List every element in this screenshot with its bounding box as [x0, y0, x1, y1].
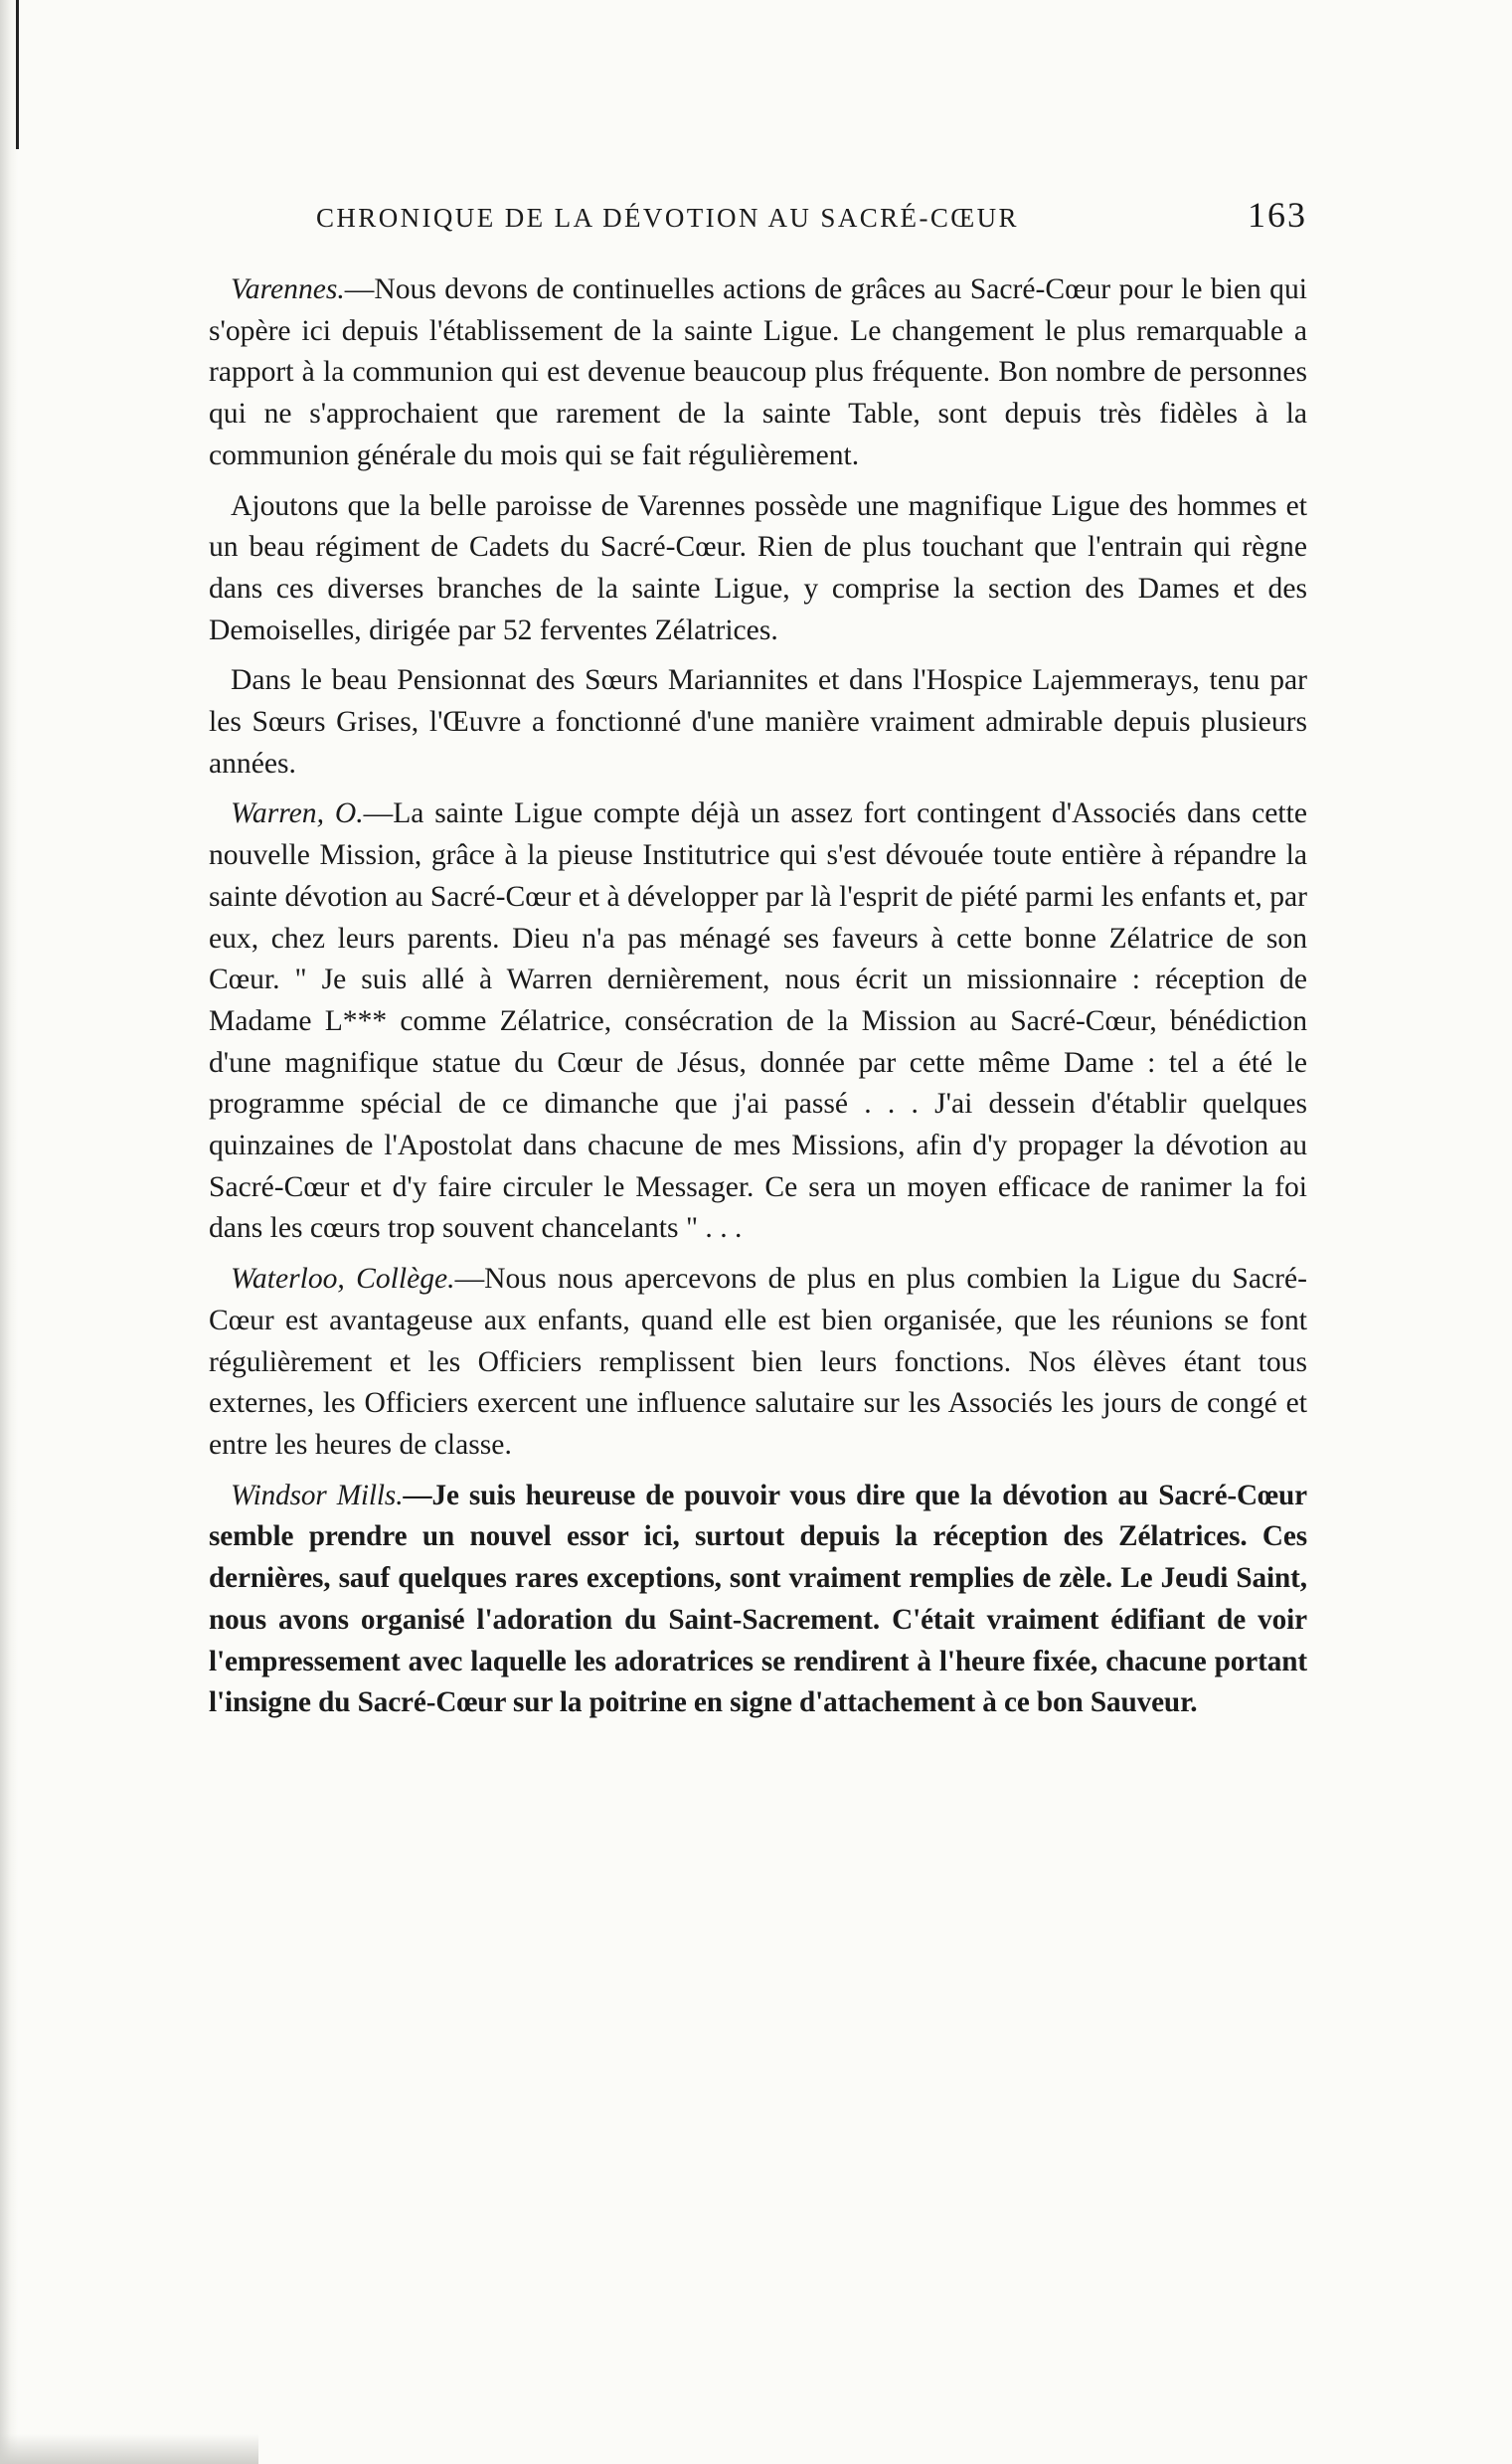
place-name: Waterloo, Collège.	[231, 1263, 455, 1296]
paragraph-waterloo	[209, 1259, 1307, 1467]
place-name: Windsor Mills.	[231, 1479, 404, 1511]
paragraph-text: Dans le beau Pensionnat des Sœurs Mariannites et dans l'Hospice Lajemmerays, tenu par les Sœurs Grises, l'Œuvre a fonctionné d'une manière vraiment admirable depuis plusieurs années.	[209, 664, 1307, 780]
paragraph-warren	[209, 793, 1307, 1250]
paragraph-text: —Nous nous apercevons de plus en plus combien la Ligue du Sacré-Cœur est avantageuse aux enfants, quand elle est bien organisée, que les réunions se font régulièrement et les Officiers remplissent bien leurs fonctions. Nos élèves étant tous externes, les Officiers exercent une influence salutaire sur les Associés les jours de congé et entre les heures de classe.	[209, 1263, 1307, 1461]
paragraph-varennes-pensionnat	[209, 660, 1307, 785]
page-gutter-shadow	[0, 0, 18, 2464]
page-number: 163	[1248, 195, 1307, 235]
page-corner-shadow	[0, 2434, 258, 2464]
running-header	[209, 194, 1307, 254]
paragraph-text: —La sainte Ligue compte déjà un assez fort contingent d'Associés dans cette nouvelle Mission, grâce à la pieuse Institutrice qui s'est dévouée toute entière à répandre la sainte dévotion au Sacré-Cœur et à développer par là l'esprit de piété parmi les enfants et, par eux, chez leurs parents. Dieu n'a pas ménagé ses faveurs à cette bonne Zélatrice de son Cœur. " Je suis allé à Warren dernièrement, nous écrit un missionnaire : réception de Madame L*** comme Zélatrice, consécration de la Mission au Sacré-Cœur, bénédiction d'une magnifique statue du Cœur de Jésus, donnée par cette même Dame : tel a été le programme spécial de ce dimanche que j'ai passé . . . J'ai dessein d'établir quelques quinzaines de l'Apostolat dans chacune de mes Missions, afin d'y propager la dévotion au Sacré-Cœur et d'y faire circuler le Messager. Ce sera un moyen efficace de ranimer la foi dans les cœurs trop souvent chancelants " . . .	[209, 797, 1307, 1245]
place-name: Warren, O.	[231, 797, 364, 830]
paragraph-windsor-mills	[209, 1476, 1307, 1724]
running-title: CHRONIQUE DE LA DÉVOTION AU SACRÉ-CŒUR	[316, 203, 1019, 233]
binding-edge-mark	[16, 0, 19, 149]
book-page	[209, 194, 1307, 1733]
paragraph-varennes-ligue	[209, 486, 1307, 652]
paragraph-text: —Je suis heureuse de pouvoir vous dire que la dévotion au Sacré-Cœur semble prendre un nouvel essor ici, surtout depuis la réception des Zélatrices. Ces dernières, sauf quelques rares exceptions, sont vraiment remplies de zèle. Le Jeudi Saint, nous avons organisé l'adoration du Saint-Sacrement. C'était vraiment édifiant de voir l'empressement avec laquelle les adoratrices se rendirent à l'heure fixée, chacune portant l'insigne du Sacré-Cœur sur la poitrine en signe d'attachement à ce bon Sauveur.	[209, 1479, 1307, 1719]
place-name: Varennes.	[231, 273, 345, 305]
paragraph-text: —Nous devons de continuelles actions de grâces au Sacré-Cœur pour le bien qui s'opère ici depuis l'établissement de la sainte Ligue. Le changement le plus remarquable a rapport à la communion qui est devenue beaucoup plus fréquente. Bon nombre de personnes qui ne s'approchaient que rarement de la sainte Table, sont depuis très fidèles à la communion générale du mois qui se fait régulièrement.	[209, 273, 1307, 471]
paragraph-varennes	[209, 269, 1307, 477]
paragraph-text: Ajoutons que la belle paroisse de Varennes possède une magnifique Ligue des hommes et un beau régiment de Cadets du Sacré-Cœur. Rien de plus touchant que l'entrain qui règne dans ces diverses branches de la sainte Ligue, y comprise la section des Dames et des Demoiselles, dirigée par 52 ferventes Zélatrices.	[209, 489, 1307, 646]
